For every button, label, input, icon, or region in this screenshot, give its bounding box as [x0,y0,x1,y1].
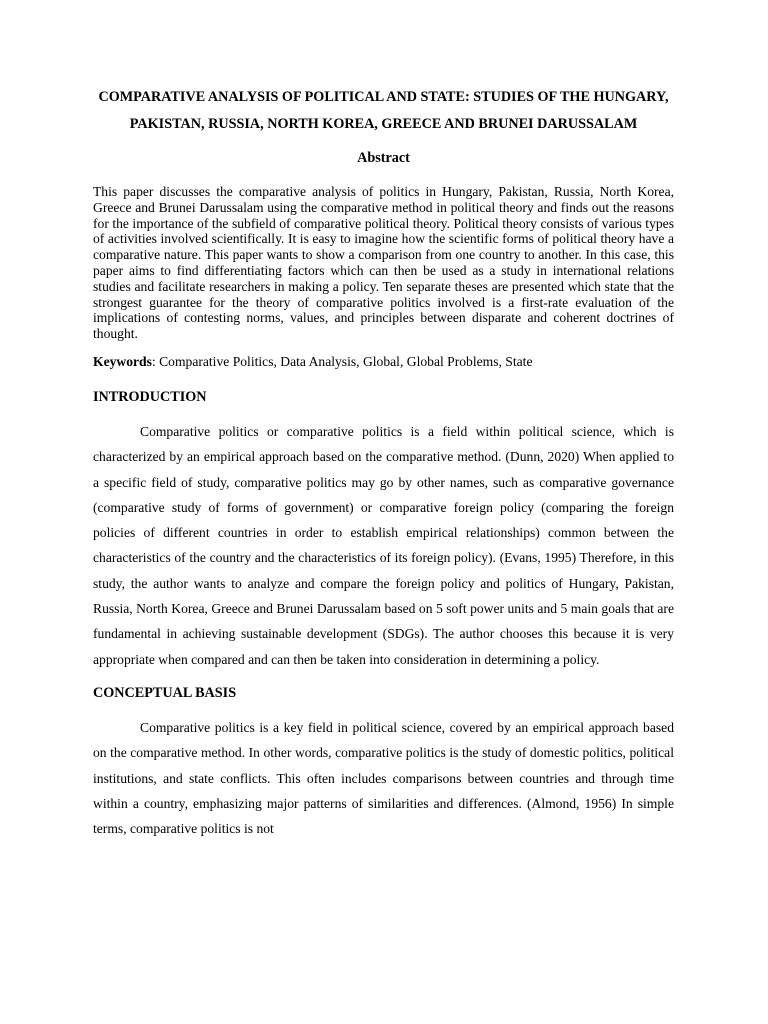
keywords-label: Keywords [93,353,152,369]
abstract-heading: Abstract [357,150,410,166]
keywords-line [93,353,674,370]
introduction-paragraph: Comparative politics or comparative politics is a field within political science, which is characterized by an empirical approach based on the comparative method. (Dunn, 2020) When applied to a specific field of study, comparative politics may go by other names, such as comparative governance (comparative study of forms of government) or comparative foreign policy (comparing the foreign policies of different countries in order to establish empirical relationships) common between the characteristics of the country and the characteristics of its foreign policy). (Evans, 1995) Therefore, in this study, the author wants to analyze and compare the foreign policy and politics of Hungary, Pakistan, Russia, North Korea, Greece and Brunei Darussalam based on 5 soft power units and 5 main goals that are fundamental in achieving sustainable development (SDGs). The author chooses this because it is very appropriate when compared and can then be taken into consideration in determining a policy. [93,423,674,667]
conceptual-basis-paragraph: Comparative politics is a key field in political science, covered by an empirical approach based on the comparative method. In other words, comparative politics is the study of domestic politics, political institutions, and state conflicts. This often includes comparisons between countries and through time within a country, emphasizing major patterns of similarities and differences. (Almond, 1956) In simple terms, comparative politics is not [93,719,674,837]
keywords-text: : Comparative Politics, Data Analysis, Global, Global Problems, State [151,353,533,369]
section-heading-conceptual-basis: CONCEPTUAL BASIS [93,684,237,701]
abstract-text: This paper discusses the comparative analysis of politics in Hungary, Pakistan, Russia, North Korea, Greece and Brunei Darussalam using the comparative method in political theory and finds out the reasons for the importance of the subfield of comparative political theory. Political theory consists of various types of activities involved scientifically. It is easy to imagine how the scientific forms of political theory have a comparative nature. This paper wants to show a comparison from one country to another. In this case, this paper aims to find differentiating factors which can then be used as a study in international relations studies and facilitate researchers in making a policy. Ten separate theses are presented which state that the strongest guarantee for the theory of comparative politics involved is a first-rate evaluation of the implications of contesting norms, values, and principles between disparate and coherent doctrines of thought. [93,184,674,342]
section-heading-introduction: INTRODUCTION [93,388,207,405]
paper-title: COMPARATIVE ANALYSIS OF POLITICAL AND STATE: STUDIES OF THE HUNGARY, PAKISTAN, RUSSIA, NORTH KOREA, GREECE AND BRUNEI DARUSSALAM [98,89,669,132]
paper-page [93,84,674,841]
